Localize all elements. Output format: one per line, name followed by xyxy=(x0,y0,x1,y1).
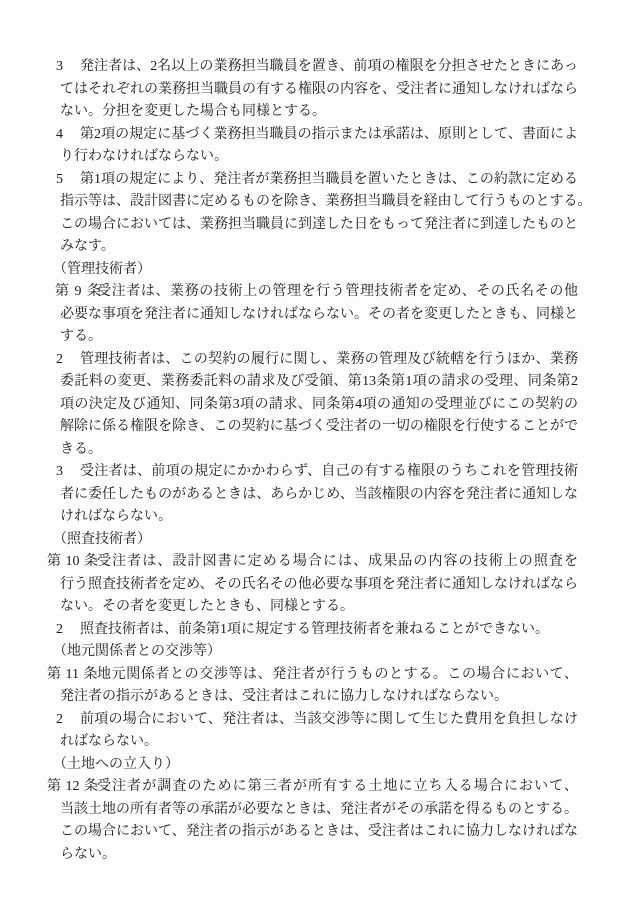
line-text: ない。その者を変更したときも、同様とする。 xyxy=(60,599,354,614)
text-line xyxy=(0,551,630,574)
text-line xyxy=(0,259,630,282)
clause-number: 5 xyxy=(56,171,63,187)
clause-number: 2 xyxy=(56,621,63,637)
line-text: 発注者の指示があるときは、受注者はこれに協力しなければならない。 xyxy=(60,689,508,704)
text-line xyxy=(0,574,630,597)
line-text: この場合において、発注者の指示があるときは、受注者はこれに協力しなければな xyxy=(60,824,578,839)
text-line xyxy=(0,236,630,259)
clause-number: 3 xyxy=(56,59,63,74)
text-line xyxy=(0,349,630,372)
text-line xyxy=(0,596,630,619)
text-line xyxy=(0,664,630,687)
line-text: 者に委任したものがあるときは、あらかじめ、当該権限の内容を発注者に通知しな xyxy=(60,486,578,502)
document-body xyxy=(0,56,630,866)
clause-number: 3 xyxy=(56,464,63,479)
text-line xyxy=(0,439,630,462)
text-line xyxy=(0,416,630,439)
line-text: 行う照査技術者を定め、その氏名その他必要な事項を発注者に通知しなければなら xyxy=(60,576,578,592)
text-line xyxy=(0,281,630,304)
text-line xyxy=(0,214,630,237)
clause-number: 4 xyxy=(56,126,63,142)
line-text: 項の決定及び通知、同条第3項の請求、同条第4項の通知の受理並びにこの契約の xyxy=(60,396,578,412)
text-line xyxy=(0,484,630,507)
line-text: 必要な事項を発注者に通知しなければならない。その者を変更したときも、同様と xyxy=(60,306,578,322)
article-paragraph xyxy=(0,281,630,349)
section-heading xyxy=(0,259,630,282)
line-text: この場合においては、業務担当職員に到達した日をもって発注者に到達したものと xyxy=(60,216,578,232)
line-text: 管理技術者は、この契約の履行に関し、業務の管理及び統轄を行うほか、業務 xyxy=(80,351,578,367)
text-line xyxy=(0,506,630,529)
text-line xyxy=(0,124,630,147)
line-text: 発注者は、2名以上の業務担当職員を置き、前項の権限を分担させたときにあっ xyxy=(80,59,578,74)
line-text: （管理技術者） xyxy=(53,261,151,277)
line-text: ない。分担を変更した場合も同様とする。 xyxy=(60,104,326,119)
text-line xyxy=(0,709,630,732)
line-text: 当該土地の所有者等の承諾が必要なときは、発注者がその承諾を得るものとする。 xyxy=(60,801,578,817)
line-text: 委託料の変更、業務委託料の請求及び受領、第13条第1項の請求の受理、同条第2 xyxy=(60,374,578,389)
section-heading xyxy=(0,529,630,552)
line-text: らない。 xyxy=(60,846,116,862)
line-text: 受注者は、業務の技術上の管理を行う管理技術者を定め、その氏名その他 xyxy=(97,284,578,299)
line-text: 第1項の規定により、発注者が業務担当職員を置いたときは、この約款に定める xyxy=(80,171,578,187)
text-line xyxy=(0,529,630,552)
section-heading xyxy=(0,754,630,777)
text-line xyxy=(0,371,630,394)
text-line xyxy=(0,844,630,867)
section-heading xyxy=(0,641,630,664)
line-text: り行わなければならない。 xyxy=(60,149,228,164)
text-line xyxy=(0,821,630,844)
text-line xyxy=(0,799,630,822)
article-paragraph xyxy=(0,664,630,709)
text-line xyxy=(0,56,630,79)
line-text: きる。 xyxy=(60,441,102,457)
text-line xyxy=(0,461,630,484)
article-paragraph xyxy=(0,776,630,866)
line-text: する。 xyxy=(60,329,102,344)
text-line xyxy=(0,619,630,642)
line-text: 地元関係者との交渉等は、発注者が行うものとする。この場合において、 xyxy=(97,666,578,682)
line-text: （土地への立入り） xyxy=(53,756,179,772)
text-line xyxy=(0,169,630,192)
numbered-paragraph xyxy=(0,709,630,754)
line-text: 受注者が調査のために第三者が所有する土地に立ち入る場合において、 xyxy=(97,779,578,794)
numbered-paragraph xyxy=(0,461,630,529)
text-line xyxy=(0,146,630,169)
line-text: てはそれぞれの業務担当職員の有する権限の内容を、受注者に通知しなければなら xyxy=(60,81,578,97)
article-number: 第 9 条 xyxy=(55,284,101,299)
line-text: みなす。 xyxy=(60,239,115,254)
line-text: 指示等は、設計図書に定めるものを除き、業務担当職員を経由して行うものとする。 xyxy=(60,194,592,209)
article-number: 第 10 条 xyxy=(47,554,98,569)
article-paragraph xyxy=(0,551,630,619)
text-line xyxy=(0,394,630,417)
line-text: 照査技術者は、前条第1項に規定する管理技術者を兼ねることができない。 xyxy=(80,621,549,637)
line-text: 解除に係る権限を除き、この契約に基づく受注者の一切の権限を行使することがで xyxy=(60,419,578,434)
article-number: 第 12 条 xyxy=(47,779,98,794)
text-line xyxy=(0,641,630,664)
clause-number: 2 xyxy=(56,711,63,727)
line-text: （照査技術者） xyxy=(53,531,151,547)
line-text: 第2項の規定に基づく業務担当職員の指示または承諾は、原則として、書面によ xyxy=(80,126,578,142)
line-text: 受注者は、設計図書に定める場合には、成果品の内容の技術上の照査を xyxy=(97,554,578,569)
text-line xyxy=(0,304,630,327)
text-line xyxy=(0,326,630,349)
numbered-paragraph xyxy=(0,349,630,462)
text-line xyxy=(0,191,630,214)
line-text: ければならない。 xyxy=(60,509,172,524)
text-line xyxy=(0,731,630,754)
text-line xyxy=(0,754,630,777)
line-text: ればならない。 xyxy=(60,734,158,749)
text-line xyxy=(0,686,630,709)
line-text: 受注者は、前項の規定にかかわらず、自己の有する権限のうちこれを管理技術 xyxy=(80,464,578,479)
text-line xyxy=(0,776,630,799)
line-text: 前項の場合において、発注者は、当該交渉等に関して生じた費用を負担しなけ xyxy=(80,711,578,727)
clause-number: 2 xyxy=(56,351,63,367)
numbered-paragraph xyxy=(0,169,630,259)
numbered-paragraph xyxy=(0,124,630,169)
line-text: （地元関係者との交渉等） xyxy=(53,644,221,659)
text-line xyxy=(0,79,630,102)
numbered-paragraph xyxy=(0,56,630,124)
article-number: 第 11 条 xyxy=(47,666,98,682)
numbered-paragraph xyxy=(0,619,630,642)
text-line xyxy=(0,101,630,124)
